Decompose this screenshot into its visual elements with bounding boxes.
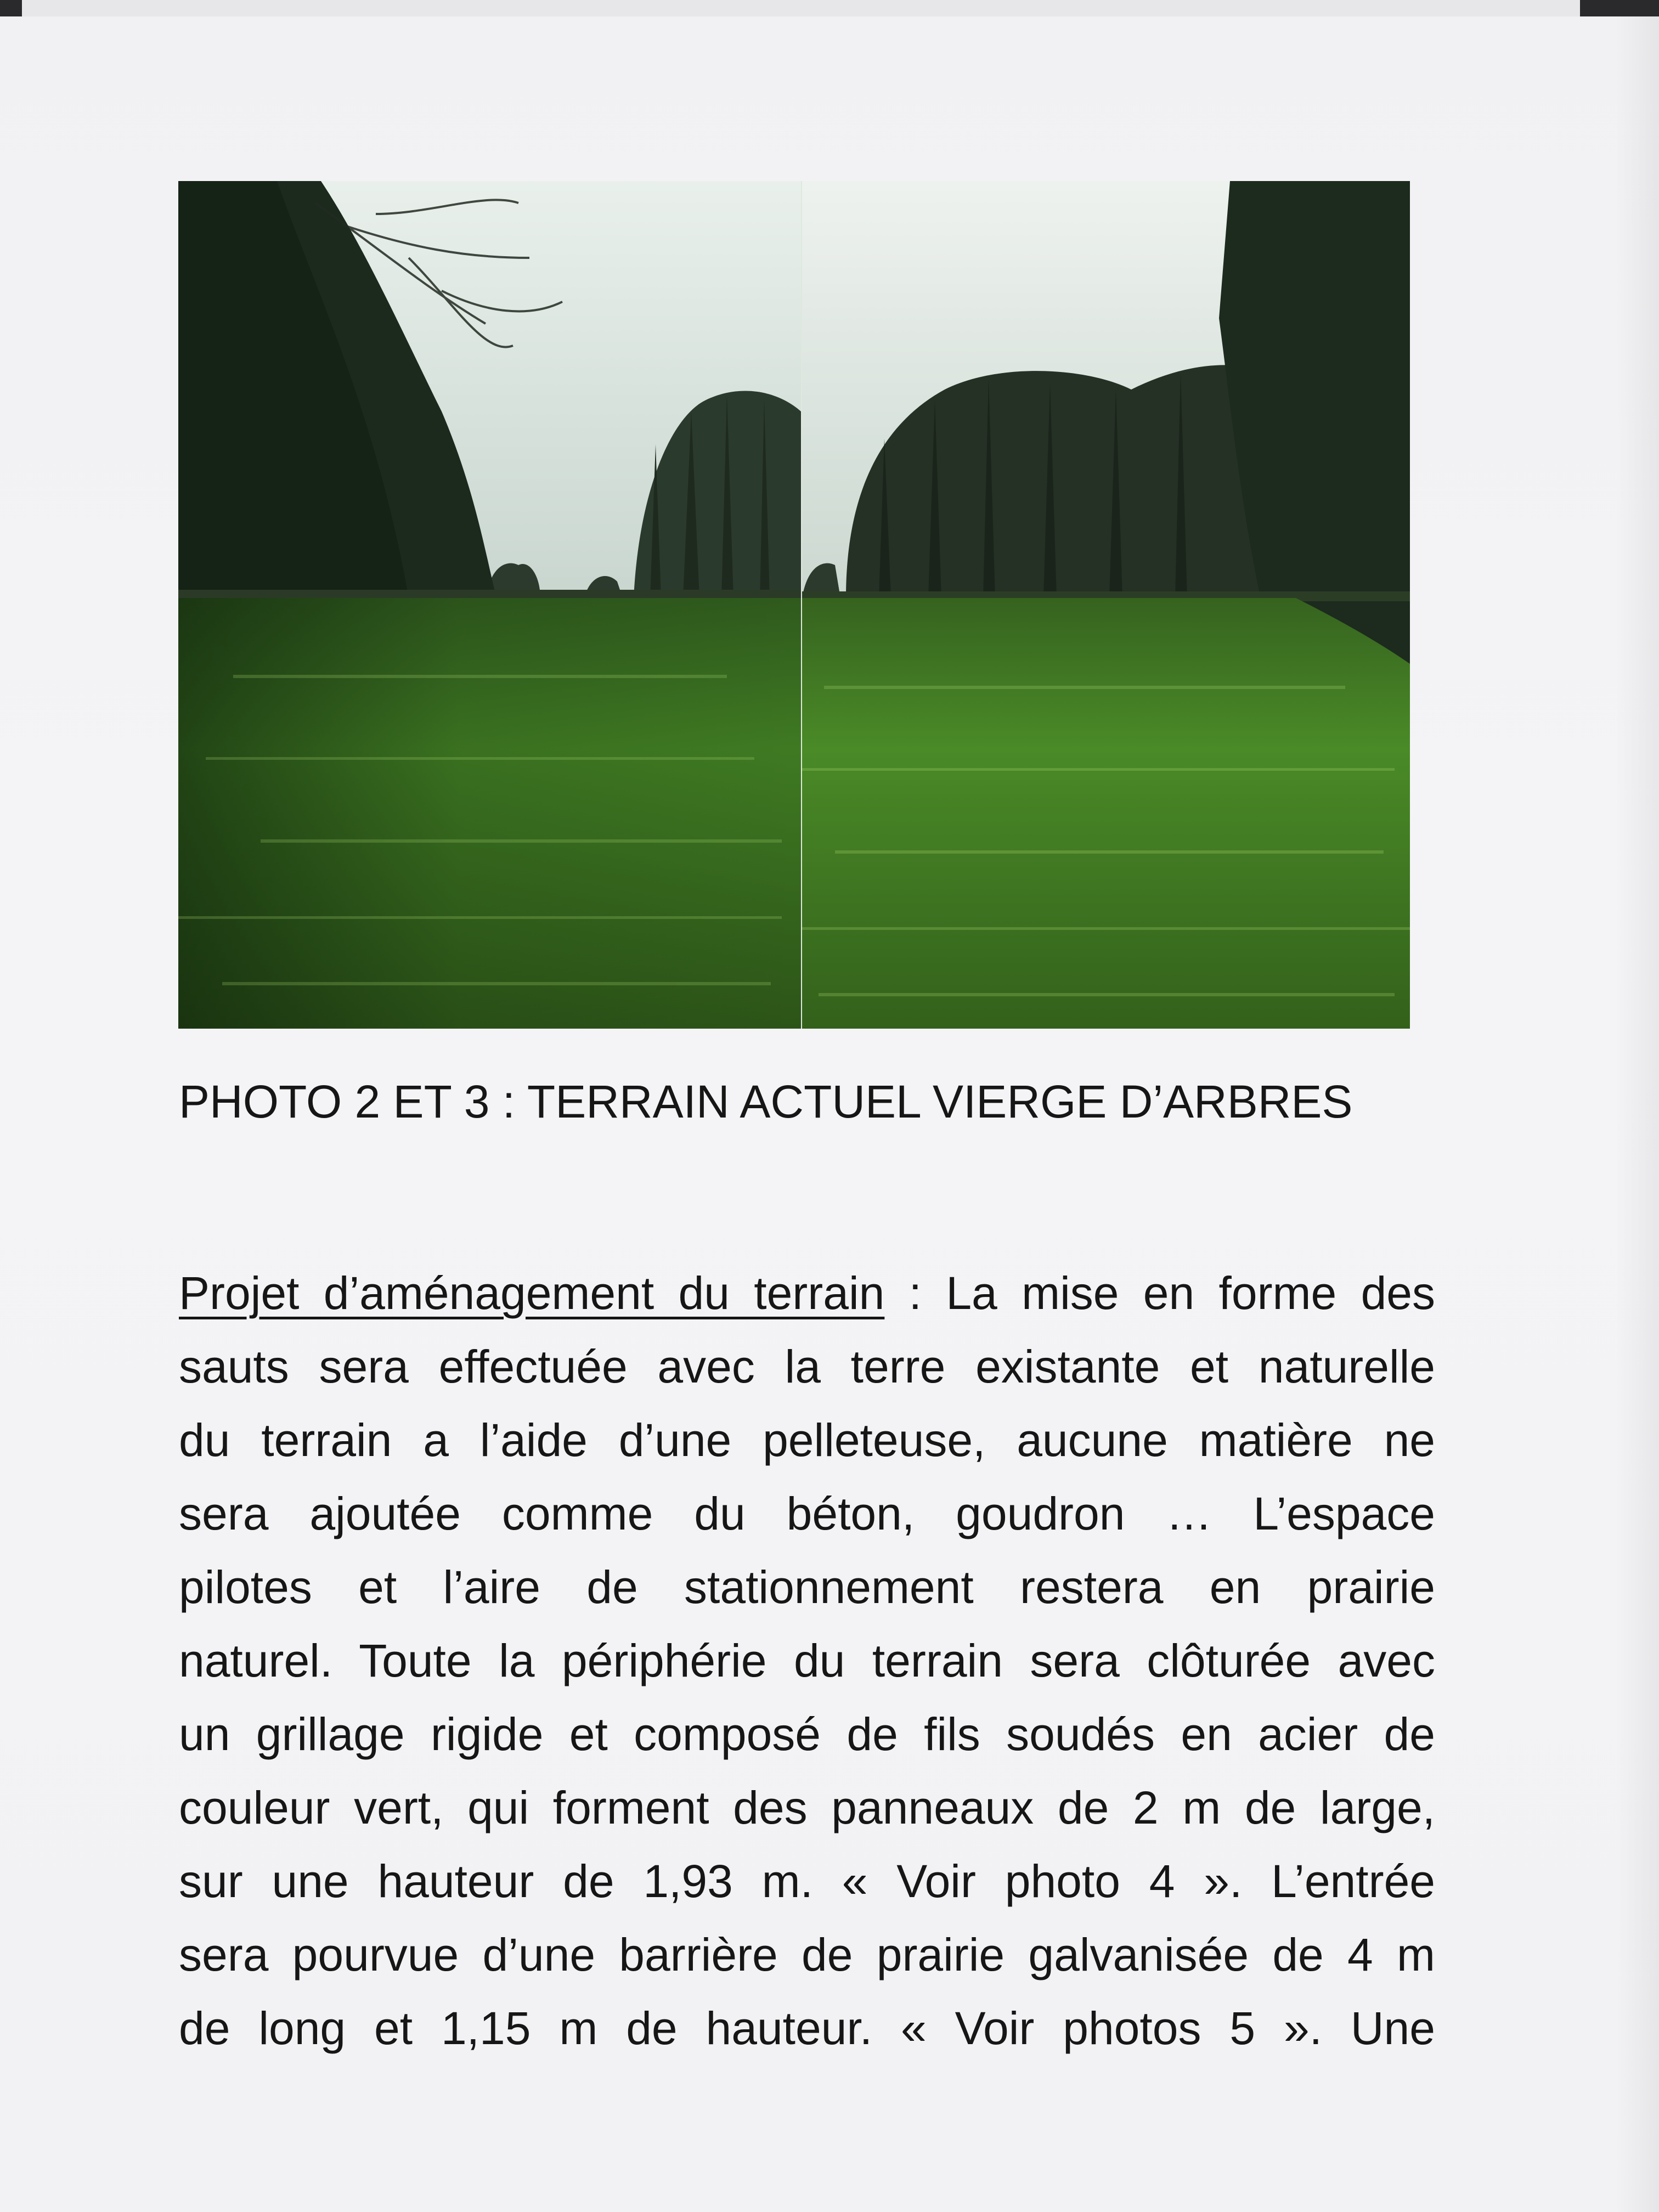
paragraph-line: du terrain a l’aide d’une pelleteuse, aucune matière ne — [179, 1414, 1435, 1466]
paragraph-line: pilotes et l’aire de stationnement restera en prairie — [179, 1561, 1435, 1613]
photo-pair — [178, 181, 1410, 1029]
paragraph-line: naturel. Toute la périphérie du terrain sera clôturée avec — [179, 1635, 1435, 1686]
photo-2-image — [178, 181, 801, 1029]
photo-caption: PHOTO 2 ET 3 : TERRAIN ACTUEL VIERGE D’ARBRES — [179, 1076, 1353, 1127]
paragraph-line: sera pourvue d’une barrière de prairie galvanisée de 4 m — [179, 1929, 1435, 1980]
paragraph-line: couleur vert, qui forment des panneaux de 2 m de large, — [179, 1782, 1435, 1833]
project-description — [179, 1256, 1435, 2065]
paragraph-line: sur une hauteur de 1,93 m. « Voir photo 4 ». L’entrée — [179, 1855, 1435, 1907]
paragraph-line: sera ajoutée comme du béton, goudron … L’espace — [179, 1488, 1435, 1539]
paragraph-line: sauts sera effectuée avec la terre existante et naturelle — [179, 1341, 1435, 1392]
paragraph-line: de long et 1,15 m de hauteur. « Voir photos 5 ». Une — [179, 2002, 1435, 2054]
page-edge-shadow — [1615, 16, 1659, 2212]
paragraph-line: un grillage rigide et composé de fils soudés en acier de — [179, 1708, 1435, 1760]
photo-3-image — [802, 181, 1410, 1029]
section-heading: Projet d’aménagement du terrain — [179, 1267, 885, 1319]
line-text: : La mise en forme des — [884, 1267, 1436, 1319]
paragraph-line — [179, 1256, 1435, 1330]
